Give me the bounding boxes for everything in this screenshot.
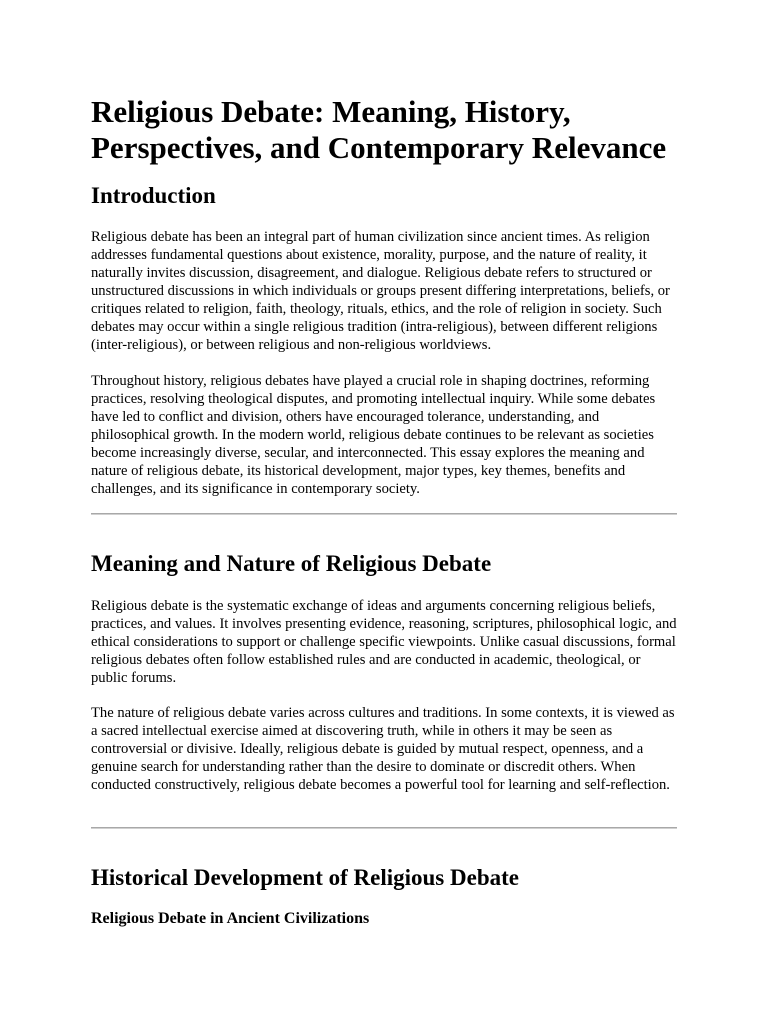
ancient-civilizations-subheading: Religious Debate in Ancient Civilizations	[91, 910, 370, 927]
introduction-paragraph-1: Religious debate has been an integral part of human civilization since ancient times. As religion addresses fundamental questions about existence, morality, purpose, and the nature of reality, it naturally invites discussion, disagreement, and dialogue. Religious debate refers to structured or unstructured discussions in which individuals or groups present differing interpretations, beliefs, or critiques related to religion, faith, theology, rituals, ethics, and the role of religion in society. Such debates may occur within a single religious tradition (intra-religious), between different religions (inter-religious), or between religious and non-religious worldviews.	[91, 229, 670, 353]
introduction-heading: Introduction	[91, 183, 216, 208]
document-title: Religious Debate: Meaning, History, Perspectives, and Contemporary Relevance	[91, 94, 667, 165]
history-heading: Historical Development of Religious Debate	[91, 865, 519, 890]
section-divider	[91, 827, 677, 829]
meaning-paragraph-1: Religious debate is the systematic exchange of ideas and arguments concerning religious beliefs, practices, and values. It involves presenting evidence, reasoning, scriptures, philosophical logic, and ethical considerations to support or challenge specific viewpoints. Unlike casual discussions, formal religious debates often follow established rules and are conducted in academic, theological, or public forums.	[91, 598, 677, 686]
meaning-paragraph-2: The nature of religious debate varies across cultures and traditions. In some contexts, it is viewed as a sacred intellectual exercise aimed at discovering truth, while in others it may be seen as controversial or divisive. Ideally, religious debate is guided by mutual respect, openness, and a genuine search for understanding rather than the desire to dominate or discredit others. When conducted constructively, religious debate becomes a powerful tool for learning and self-reflection.	[91, 705, 675, 793]
introduction-paragraph-2: Throughout history, religious debates have played a crucial role in shaping doctrines, reforming practices, resolving theological disputes, and promoting intellectual inquiry. While some debates have led to conflict and division, others have encouraged tolerance, understanding, and philosophical growth. In the modern world, religious debate continues to be relevant as societies become increasingly diverse, secular, and interconnected. This essay explores the meaning and nature of religious debate, its historical development, major types, key themes, benefits and challenges, and its significance in contemporary society.	[91, 373, 656, 497]
section-divider	[91, 513, 677, 515]
meaning-heading: Meaning and Nature of Religious Debate	[91, 551, 492, 576]
